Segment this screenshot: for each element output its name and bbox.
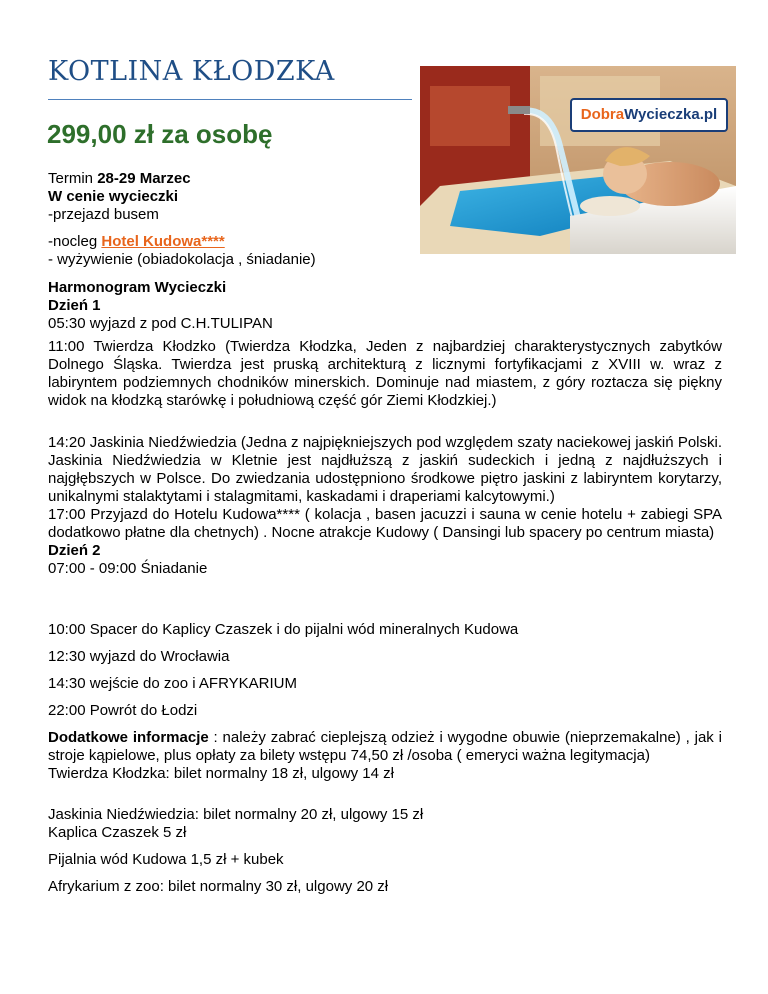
term-line: Termin 28-29 Marzec [48,170,191,187]
schedule-item: 05:30 wyjazd z pod C.H.TULIPAN [48,315,273,332]
included-heading: W cenie wycieczki [48,188,179,205]
page-title: KOTLINA KŁODZKA [48,56,335,87]
trip-info [48,170,408,224]
title-underline [48,99,412,100]
schedule-header [48,279,722,333]
hotel-kudowa-link[interactable]: Hotel Kudowa**** [101,233,225,250]
schedule-item: 12:30 wyjazd do Wrocławia [48,648,230,665]
schedule-item-jaskinia [48,434,722,578]
schedule-item-twierdza [48,338,722,410]
day2-label: Dzień 2 [48,542,101,559]
price-item: Afrykarium z zoo: bilet normalny 30 zł, ulgowy 20 zł [48,878,389,895]
schedule-item: 14:30 wejście do zoo i AFRYKARIUM [48,675,298,692]
price-item: Twierdza Kłodzka: bilet normalny 18 zł, ulgowy 14 zł [48,765,394,782]
schedule-heading: Harmonogram Wycieczki [48,279,227,296]
additional-info-text: Dodatkowe informacje : należy zabrać cieplejszą odzież i wygodne obuwie (nieprzemakalne) , jak i stroje kąpielowe, plus opłaty za bilety wstępu 74,50 zł /osoba ( emeryci ważna legitymacja) [48,729,722,764]
lodging-line: -nocleg Hotel Kudowa**** [48,233,225,250]
schedule-item: 10:00 Spacer do Kaplicy Czaszek i do pijalni wód mineralnych Kudowa [48,621,519,638]
additional-info [48,729,722,783]
hero-image [420,66,736,254]
meals-line: - wyżywienie (obiadokolacja , śniadanie) [48,251,316,268]
schedule-item: 11:00 Twierdza Kłodzko (Twierdza Kłodzka, Jeden z najbardziej charakterystycznych zabytków Dolnego Śląska. Twierdza jest pruską architekturą z licznymi fortyfikacjami z XVIII w. wraz z labiryntem podziemnych chodników minerskich. Dominuje nad miastem, z góry roztacza się piękny widok na kłodzką starówkę i południową część gór Ziemi Kłodzkiej.) [48,338,722,409]
schedule-item: 22:00 Powrót do Łodzi [48,702,198,719]
price-heading: 299,00 zł za osobę [47,119,273,149]
transport-line: -przejazd busem [48,206,159,223]
dobrawycieczka-logo: DobraWycieczka.pl [570,98,728,132]
price-item: Kaplica Czaszek 5 zł [48,824,187,841]
price-item: Jaskinia Niedźwiedzia: bilet normalny 20 zł, ulgowy 15 zł [48,806,424,823]
spa-photo [420,66,736,254]
price-list [48,806,722,842]
price-item: Pijalnia wód Kudowa 1,5 zł + kubek [48,851,284,868]
schedule-item: 07:00 - 09:00 Śniadanie [48,560,208,577]
day1-label: Dzień 1 [48,297,101,314]
schedule-item: 17:00 Przyjazd do Hotelu Kudowa**** ( kolacja , basen jacuzzi i sauna w cenie hotelu + zabiegi SPA dodatkowo płatne dla chetnych) . Nocne atrakcje Kudowy ( Dansingi lub spacery po centrum miasta) [48,506,722,541]
schedule-item: 14:20 Jaskinia Niedźwiedzia (Jedna z najpiękniejszych pod względem szaty naciekowej jaskiń Polski. Jaskinia Niedźwiedzia w Kletnie jest najdłuższą z jaskiń sudeckich i jedną z najdłuższych i najgłębszych w Polsce. Do zwiedzania udostępniono środkowe piętro jaskini z labiryntem korytarzy, unikalnymi stalaktytami i stalagmitami, kaskadami i draperiami kalcytowymi.) [48,434,722,505]
lodging-info [48,233,408,269]
